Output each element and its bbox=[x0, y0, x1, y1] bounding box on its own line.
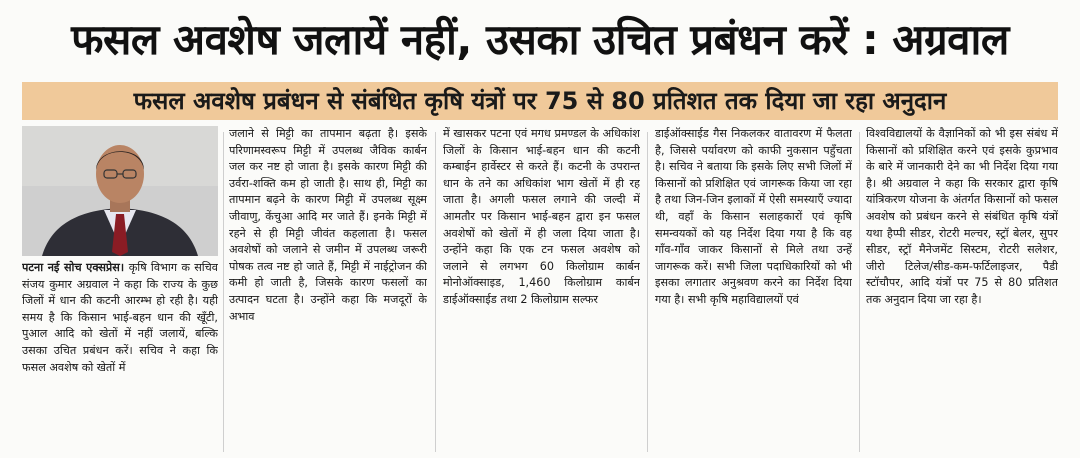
column-divider bbox=[223, 132, 224, 452]
column-5-text: विश्वविद्यालयों के वैज्ञानिकों को भी इस संबंध में किसानों को प्रशिक्षित करने एवं इसके कुप्रभाव के बारे में जानकारी देने का भी निर्देश दिया गया है। श्री अग्रवाल ने कहा कि सरकार द्वारा कृषि यांत्रिकरण योजना के अंतर्गत किसानों को फसल अवशेष को प्रबंधन करने से संबंधित कृषि यंत्रों यथा हैप्पी सीडर, रोटरी मल्चर, स्ट्रॉ बेलर, सुपर सीडर, स्ट्रॉ मैनेजमेंट सिस्टम, रोटरी सलेशर, जीरो टिलेज/सीड-कम-फर्टिलाइजर, पैडी स्टॉचौपर, आदि यंत्रों पर 75 से 80 प्रतिशत तक अनुदान दिया जा रहा है। bbox=[866, 127, 1058, 306]
column-divider bbox=[859, 132, 860, 452]
article-column-1 bbox=[22, 126, 218, 456]
column-2-text: जलाने से मिट्टी का तापमान बढ़ता है। इसके परिणामस्वरूप मिट्टी में उपलब्ध जैविक कार्बन जल कर नष्ट हो जाता है। इसके कारण मिट्टी की उर्वरा-शक्ति कम हो जाती है। साथ ही, मिट्टी का तापमान बढ़ने के कारण मिट्टी में उपलब्ध सूक्ष्म जीवाणु, केंचुआ आदि मर जाते हैं। इनके मिट्टी में रहने से ही मिट्टी जीवंत कहलाता है। फसल अवशेषों को जलाने से जमीन में उपलब्ध जरूरी पोषक तत्व नष्ट हो जाते हैं, मिट्टी में नाईट्रोजन की कमी हो जाती है, जिसके कारण फसलों का उत्पादन घटता है। उन्होंने कहा कि मजदूरों के अभाव bbox=[229, 127, 427, 323]
article-column-2 bbox=[229, 126, 427, 456]
portrait-photo bbox=[22, 126, 218, 256]
column-3-text: में खासकर पटना एवं मगध प्रमण्डल के अधिकांश जिलों के किसान भाई-बहन धान की कटनी कम्बाईन हार्वेस्टर से करते हैं। कटनी के उपरान्त धान के तने का अधिकांश भाग खेतों में ही रह जाता है। अगली फसल लगाने की जल्दी में आमतौर पर किसान भाई-बहन द्वारा इन फसल अवशेषों को खेतों में ही जला दिया जाता है। उन्होंने कहा कि एक टन फसल अवशेष को जलाने से लगभग 60 किलोग्राम कार्बन मोनोऑक्साइड, 1,460 किलोग्राम कार्बन डाईऑक्साईड तथा 2 किलोग्राम सल्फर bbox=[443, 127, 640, 306]
column-divider bbox=[435, 132, 436, 452]
portrait-photo-icon bbox=[22, 126, 218, 256]
headline: फसल अवशेष जलायें नहीं, उसका उचित प्रबंधन करें : अग्रवाल bbox=[71, 15, 1009, 64]
article-column-4 bbox=[655, 126, 852, 456]
subheadline-band: फसल अवशेष प्रबंधन से संबंधित कृषि यंत्रों पर 75 से 80 प्रतिशत तक दिया जा रहा अनुदान bbox=[22, 82, 1058, 120]
column-4-text: डाईऑक्साईड गैस निकलकर वातावरण में फैलता है, जिससे पर्यावरण को काफी नुकसान पहुँचता है। सचिव ने बताया कि इसके लिए सभी जिलों में किसानों को प्रशिक्षित एवं जागरूक किया जा रहा है तथा जिन-जिन इलाकों में ऐसी समस्याएँ ज्यादा थी, वहाँ के किसान सलाहकारों एवं कृषि समन्वयकों को यह निर्देश दिया गया है कि वह गाँव-गाँव जाकर किसानों से मिले तथा उन्हें जागरूक करें। सभी जिला पदाधिकारियों को भी इसका लगातार अनुश्रवण करने का निर्देश दिया गया है। सभी कृषि महाविद्यालयों एवं bbox=[655, 127, 852, 306]
article-column-3 bbox=[443, 126, 640, 456]
byline: पटना नई सोच एक्सप्रेस। bbox=[22, 261, 129, 274]
column-1-text: कृषि विभाग क सचिव संजय कुमार अग्रवाल ने कहा कि राज्य के कुछ जिलों में धान की कटनी आरम्भ हो रही है। यही समय है कि किसान भाई-बहन धान की खूँटी, पुआल आदि को खेतों में नहीं जलायें, बल्कि उसका उचित प्रबंधन करें। सचिव ने कहा कि फसल अवशेष को खेतों में bbox=[22, 261, 218, 374]
article-column-5 bbox=[866, 126, 1058, 456]
column-divider bbox=[647, 132, 648, 452]
